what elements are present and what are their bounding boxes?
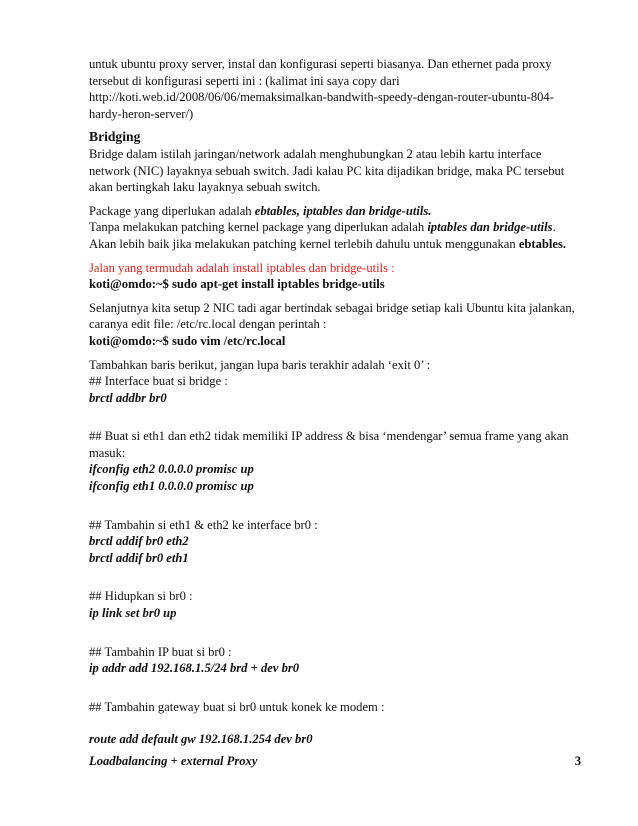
code-line: ifconfig eth2 0.0.0.0 promisc up bbox=[89, 462, 254, 477]
spacer bbox=[89, 406, 581, 428]
code-block bbox=[89, 428, 581, 494]
code-comment: ## Tambahin IP buat si br0 : bbox=[89, 644, 232, 659]
code-line: route add default gw 192.168.1.254 dev br0 bbox=[89, 732, 313, 747]
install-command: koti@omdo:~$ sudo apt-get install iptables bridge-utils bbox=[89, 277, 385, 292]
packages-emphasis: iptables dan bridge-utils bbox=[427, 220, 553, 235]
spacer bbox=[89, 566, 581, 588]
code-comment: ## Interface buat si bridge : bbox=[89, 374, 228, 389]
definition-line: akan bertingkah laku layaknya sebuah switch. bbox=[89, 180, 321, 195]
packages-line bbox=[89, 236, 581, 253]
packages-text: Tanpa melakukan patching kernel package yang diperlukan adalah bbox=[89, 220, 428, 235]
footer-title: Loadbalancing + external Proxy bbox=[89, 754, 258, 768]
packages-text: Akan lebih baik jika melakukan patching kernel terlebih dahulu untuk menggunakan bbox=[89, 236, 519, 251]
spacer bbox=[89, 622, 581, 644]
spacer bbox=[89, 715, 581, 731]
setup-command: koti@omdo:~$ sudo vim /etc/rc.local bbox=[89, 333, 286, 348]
setup-line: caranya edit file: /etc/rc.local dengan perintah : bbox=[89, 317, 327, 332]
code-comment: ## Buat si eth1 dan eth2 tidak memiliki IP address & bisa ‘mendengar’ semua frame yang akan bbox=[89, 429, 569, 444]
packages-paragraph bbox=[89, 203, 581, 253]
intro-line: tersebut di konfigurasi seperti ini : (kalimat ini saya copy dari bbox=[89, 73, 400, 88]
code-comment: ## Hidupkan si br0 : bbox=[89, 589, 193, 604]
code-block bbox=[89, 644, 581, 677]
install-note: Jalan yang termudah adalah install iptables dan bridge-utils : bbox=[89, 260, 395, 275]
code-comment: masuk: bbox=[89, 445, 126, 460]
code-block bbox=[89, 699, 581, 748]
code-line: ifconfig eth1 0.0.0.0 promisc up bbox=[89, 479, 254, 494]
install-paragraph bbox=[89, 260, 581, 293]
setup-line: Selanjutnya kita setup 2 NIC tadi agar bertindak sebagai bridge setiap kali Ubuntu kita jalankan, bbox=[89, 300, 575, 315]
instruction-line: Tambahkan baris berikut, jangan lupa baris terakhir adalah ‘exit 0’ : bbox=[89, 357, 431, 372]
packages-text: Package yang diperlukan adalah bbox=[89, 203, 255, 218]
section-heading: Bridging bbox=[89, 129, 141, 145]
code-line: brctl addif br0 eth1 bbox=[89, 550, 189, 565]
packages-line bbox=[89, 219, 581, 236]
code-line: brctl addif br0 eth2 bbox=[89, 534, 189, 549]
code-block bbox=[89, 588, 581, 621]
packages-line bbox=[89, 203, 581, 220]
code-line: brctl addbr br0 bbox=[89, 390, 167, 405]
definition-paragraph bbox=[89, 146, 581, 196]
intro-paragraph bbox=[89, 56, 581, 122]
code-block bbox=[89, 373, 581, 406]
definition-line: Bridge dalam istilah jaringan/network adalah menghubungkan 2 atau lebih kartu interface bbox=[89, 146, 542, 161]
packages-emphasis: ebtables. bbox=[518, 236, 567, 251]
setup-paragraph bbox=[89, 300, 581, 350]
intro-url-line: hardy-heron-server/) bbox=[89, 106, 194, 121]
intro-url-line: http://koti.web.id/2008/06/06/memaksimalkan-bandwith-speedy-dengan-router-ubuntu-804- bbox=[89, 90, 554, 105]
intro-line: untuk ubuntu proxy server, instal dan konfigurasi seperti biasanya. Dan ethernet pada proxy bbox=[89, 57, 552, 71]
page-body bbox=[89, 56, 581, 748]
code-comment: ## Tambahin gateway buat si br0 untuk konek ke modem : bbox=[89, 699, 385, 714]
code-line: ip addr add 192.168.1.5/24 brd + dev br0 bbox=[89, 661, 300, 676]
code-comment: ## Tambahin si eth1 & eth2 ke interface br0 : bbox=[89, 517, 318, 532]
spacer bbox=[89, 677, 581, 699]
packages-text: . bbox=[552, 220, 556, 235]
spacer bbox=[89, 495, 581, 517]
code-line: ip link set br0 up bbox=[89, 606, 177, 621]
page-footer bbox=[89, 754, 581, 769]
definition-line: network (NIC) layaknya sebuah switch. Jadi kalau PC kita dijadikan bridge, maka PC tersebut bbox=[89, 163, 565, 178]
page-number: 3 bbox=[574, 754, 581, 768]
packages-emphasis: ebtables, iptables dan bridge-utils. bbox=[254, 203, 432, 218]
code-block bbox=[89, 517, 581, 567]
